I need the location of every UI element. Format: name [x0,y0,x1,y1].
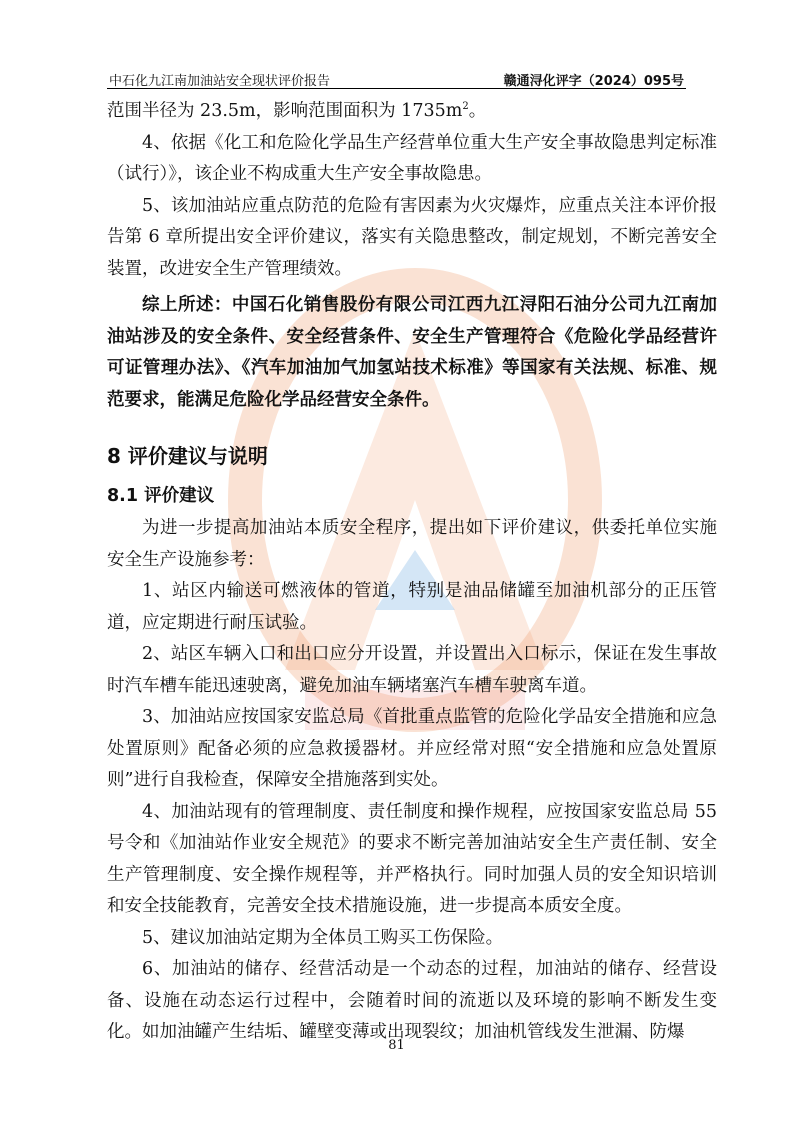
recommendation-3: 3、加油站应按国家安监总局《首批重点监管的危险化学品安全措施和应急处置原则》配备必须的应急救援器材。并应经常对照“安全措施和应急处置原则”进行自我检查，保障安全措施落到实处。 [107,707,717,790]
paragraph-conclusion-4: 4、依据《化工和危险化学品生产经营单位重大生产安全事故隐患判定标准（试行）》，该企业不构成重大生产安全事故隐患。 [107,132,717,184]
recommendation-intro: 为进一步提高加油站本质安全程序，提出如下评价建议，供委托单位实施安全生产设施参考： [107,518,717,570]
page-content [107,96,717,1049]
impact-range-end: 。 [468,101,487,121]
paragraph-conclusion-5: 5、该加油站应重点防范的危险有害因素为火灾爆炸，应重点关注本评价报告第 6 章所提出安全评价建议，落实有关隐患整改，制定规划，不断完善安全装置，改进安全生产管理绩效。 [107,195,717,279]
recommendation-6: 6、加油站的储存、经营活动是一个动态的过程，加油站的储存、经营设备、设施在动态运行过程中，会随着时间的流逝以及环境的影响不断发生变化。如加油罐产生结垢、罐壁变薄或出现裂纹；加油机管线发生泄漏、防爆 [107,959,717,1042]
recommendation-4: 4、加油站现有的管理制度、责任制度和操作规程，应按国家安监总局 55 号令和《加油站作业安全规范》的要求不断完善加油站安全生产责任制、安全生产管理制度、安全操作规程等，并严格执行。同时加强人员的安全知识培训和安全技能教育，完善安全技术措施设施，进一步提高本质安全度。 [107,801,717,916]
impact-range-superscript: 2 [462,101,469,113]
recommendation-1: 1、站区内输送可燃液体的管道，特别是油品储罐至加油机部分的正压管道，应定期进行耐压试验。 [107,581,717,633]
paragraph-impact-range [107,96,717,128]
page-number: 81 [388,1038,405,1053]
header-report-code: 赣通浔化评字（2024）095号 [503,74,684,89]
section-heading: 8 评价建议与说明 [107,444,268,468]
paragraph-summary: 综上所述：中国石化销售股份有限公司江西九江浔阳石油分公司九江南加油站涉及的安全条件、安全经营条件、安全生产管理符合《危险化学品经营许可证管理办法》、《汽车加油加气加氢站技术标准》等国家有关法规、标准、规范要求，能满足危险化学品经营安全条件。 [107,295,717,410]
subsection-heading: 8.1 评价建议 [107,486,215,506]
recommendation-2: 2、站区车辆入口和出口应分开设置，并设置出入口标示，保证在发生事故时汽车槽车能迅速驶离，避免加油车辆堵塞汽车槽车驶离车道。 [107,644,717,696]
recommendation-5: 5、建议加油站定期为全体员工购买工伤保险。 [142,927,504,948]
header-report-title: 中石化九江南加油站安全现状评价报告 [109,74,331,89]
page-header [107,66,686,89]
impact-range-text: 范围半径为 23.5m，影响范围面积为 1735m [107,101,463,121]
